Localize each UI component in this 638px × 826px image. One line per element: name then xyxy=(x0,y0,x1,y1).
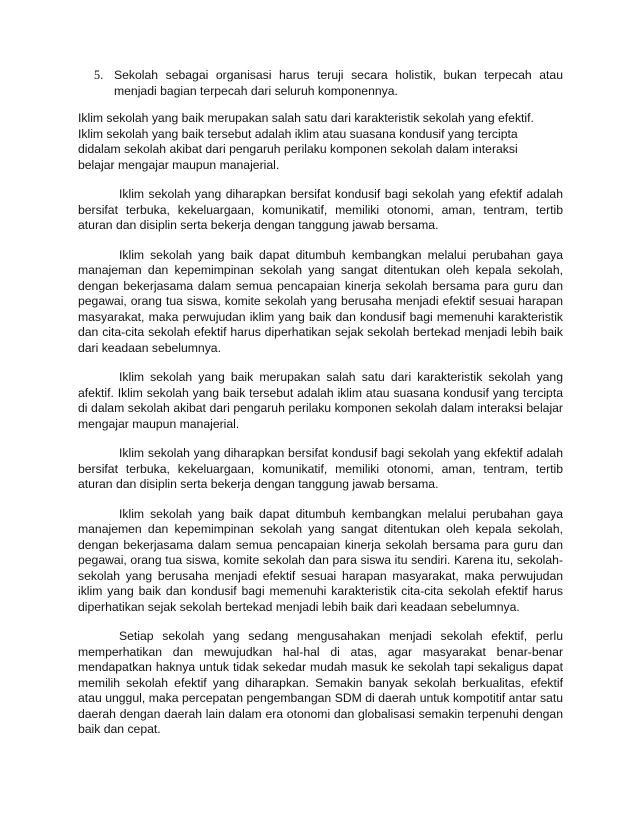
paragraph: Iklim sekolah yang baik dapat ditumbuh kembangkan melalui perubahan gaya manajeman dan kepemimpinan sekolah yang sangat ditentukan oleh kepala sekolah, dengan bekerjasama dalam semua pencapaian kinerja sekolah bersama para guru dan pegawai, orang tua siswa, komite sekolah yang berusaha menjadi efektif sesuai harapan masyarakat, maka perwujudan iklim yang baik dan kondusif bagi memenuhi karakteristik dan cita-cita sekolah efektif harus diperhatikan sejak sekolah bertekad menjadi lebih baik dari keadaan sebelumnya. xyxy=(78,247,563,355)
paragraph: Setiap sekolah yang sedang mengusahakan menjadi sekolah efektif, perlu memperhatikan dan mewujudkan hal-hal di atas, agar masyarakat benar-benar mendapatkan haknya untuk tidak sekedar mudah masuk ke sekolah tapi sekaligus dapat memilih sekolah efektif yang diharapkan. Semakin banyak sekolah berkualitas, efektif atau unggul, maka percepatan pengembangan SDM di daerah untuk kompotitif antar satu daerah dengan daerah lain dalam era otonomi dan globalisasi semakin terpenuhi dengan baik dan cepat. xyxy=(78,629,563,736)
document-page xyxy=(78,68,563,752)
text-line: belajar mengajar maupun manajerial. xyxy=(78,157,280,172)
numbered-list-item xyxy=(94,68,563,99)
text-line: Iklim sekolah yang baik tersebut adalah iklim atau suasana kondusif yang tercipta xyxy=(78,126,518,141)
unjustified-paragraph xyxy=(78,111,563,173)
list-number: 5. xyxy=(94,68,104,82)
paragraph: Iklim sekolah yang baik merupakan salah satu dari karakteristik sekolah yang afektif. Iklim sekolah yang baik tersebut adalah iklim atau suasana kondusif yang tercipta di dalam sekolah akibat dari pengaruh perilaku komponen sekolah dalam interaksi belajar mengajar maupun manajerial. xyxy=(78,370,563,431)
paragraph: Iklim sekolah yang baik dapat ditumbuh kembangkan melalui perubahan gaya manajemen dan kepemimpinan sekolah yang sangat ditentukan oleh kepala sekolah, dengan bekerjasama dalam semua pencapaian kinerja sekolah bersama para guru dan pegawai, orang tua siswa, komite sekolah dan para siswa itu sendiri. Karena itu, sekolah-sekolah yang berusaha menjadi efektif sesuai harapan masyarakat, maka perwujudan iklim yang baik dan kondusif bagi memenuhi karakteristik cita-cita sekolah efektif harus diperhatikan sejak sekolah bertekad menjadi lebih baik dari keadaan sebelumnya. xyxy=(78,506,563,614)
text-line: didalam sekolah akibat dari pengaruh perilaku komponen sekolah dalam interaksi xyxy=(78,142,518,156)
paragraph: Iklim sekolah yang diharapkan bersifat kondusif bagi sekolah yang efektif adalah bersifat terbuka, kekeluargaan, komunikatif, memiliki otonomi, aman, tentram, tertib aturan dan disiplin serta bekerja dengan tanggung jawab bersama. xyxy=(78,187,563,232)
paragraph: Iklim sekolah yang diharapkan bersifat kondusif bagi sekolah yang ekfektif adalah bersifat terbuka, kekeluargaan, komunikatif, memiliki otonomi, aman, tentram, tertib aturan dan disiplin serta bekerja dengan tanggung jawab bersama. xyxy=(78,446,563,491)
text-line: Iklim sekolah yang baik merupakan salah satu dari karakteristik sekolah yang efektif. xyxy=(78,111,534,125)
list-item-text: Sekolah sebagai organisasi harus teruji secara holistik, bukan terpecah atau menjadi bagian terpecah dari seluruh komponennya. xyxy=(114,68,563,98)
